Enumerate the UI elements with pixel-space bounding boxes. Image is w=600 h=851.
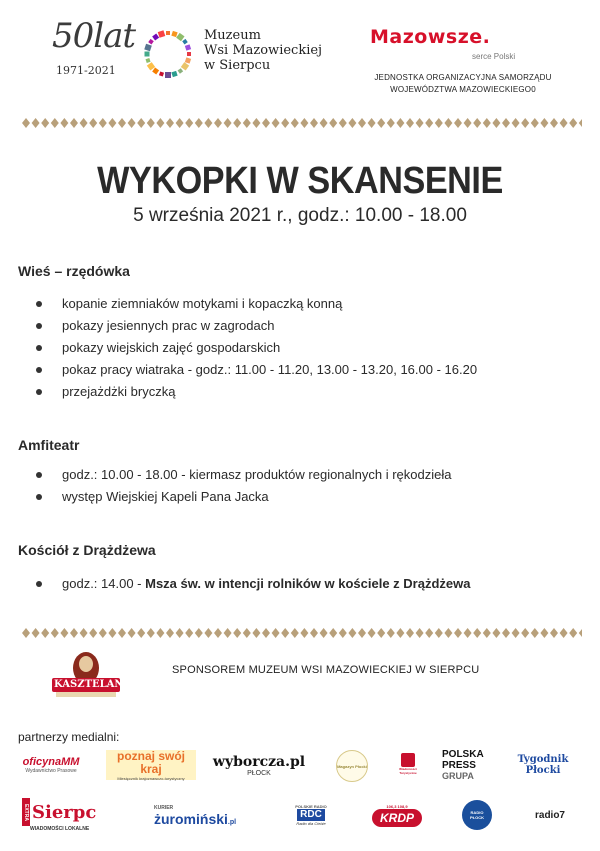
- mazowsze-logo-text: Mazowsze.: [370, 26, 491, 48]
- partner-logo-magazyn[interactable]: [336, 750, 368, 782]
- partner-logo-radio7[interactable]: [528, 800, 572, 830]
- divider-diamond: [492, 118, 500, 128]
- divider-diamond: [396, 628, 404, 638]
- polska-press-name: POLSKA PRESS: [442, 749, 484, 771]
- divider-diamond: [80, 628, 88, 638]
- divider-diamond: [195, 118, 203, 128]
- list-item: kopanie ziemniaków motykami i kopaczką konną: [36, 293, 477, 315]
- divider-diamond: [291, 628, 299, 638]
- divider-diamond: [118, 628, 126, 638]
- ring-square: [185, 44, 191, 50]
- amphitheatre-list: [36, 464, 452, 508]
- section-heading-amphitheatre: Amfiteatr: [18, 437, 80, 453]
- ring-square: [152, 67, 159, 74]
- divider-diamond: [108, 118, 116, 128]
- divider-diamond: [454, 118, 462, 128]
- wt-flag-icon: [401, 753, 415, 767]
- kasztelan-logo: [50, 648, 122, 700]
- divider-diamond: [176, 118, 184, 128]
- divider-diamond: [147, 118, 155, 128]
- divider-diamond: [425, 628, 433, 638]
- list-item: [36, 573, 470, 595]
- divider-diamond: [118, 118, 126, 128]
- divider-diamond: [310, 118, 318, 128]
- divider-diamond: [89, 628, 97, 638]
- mazowsze-tagline: serce Polski: [472, 52, 516, 61]
- anniversary-years: 1971-2021: [56, 64, 116, 77]
- divider-diamond: [416, 628, 424, 638]
- divider-diamond: [339, 628, 347, 638]
- divider-diamond: [300, 628, 308, 638]
- oficyna-name: oficynaMM: [22, 756, 80, 768]
- krdp-sub: 106,3 108,9: [386, 803, 408, 809]
- divider-diamond: [550, 628, 558, 638]
- divider-diamond: [435, 628, 443, 638]
- wyborcza-name: wyborcza.pl: [212, 753, 306, 770]
- radio-plock-name: RADIO PŁOCK: [470, 810, 484, 820]
- ring-square: [159, 71, 164, 76]
- ring-square: [152, 34, 159, 41]
- divider-diamond: [166, 628, 174, 638]
- partner-logo-extra-sierpc[interactable]: [22, 800, 120, 833]
- divider-diamond: [550, 118, 558, 128]
- org-unit-text: [355, 72, 571, 96]
- divider-diamond: [214, 628, 222, 638]
- divider-diamond: [128, 118, 136, 128]
- divider-diamond: [243, 628, 251, 638]
- section-heading-village: Wieś – rzędówka: [18, 263, 130, 279]
- divider-diamond: [444, 628, 452, 638]
- zurominski-sub: .pl: [227, 819, 237, 826]
- partner-logo-poznaj-swoj-kraj[interactable]: [106, 750, 196, 780]
- divider-diamond: [502, 118, 510, 128]
- divider-diamond: [329, 118, 337, 128]
- divider-diamond: [473, 118, 481, 128]
- village-activities-list: [36, 293, 477, 403]
- mass-time: godz.: 14.00 -: [62, 576, 146, 591]
- ring-square: [176, 33, 184, 41]
- divider-diamond: [60, 118, 68, 128]
- wt-name: Wiadomości Turystyczne: [399, 767, 417, 775]
- divider-diamond: [262, 628, 270, 638]
- divider-diamond: [579, 118, 582, 128]
- divider-diamond: [137, 118, 145, 128]
- partner-logo-kurier-zurominski[interactable]: [154, 804, 258, 828]
- mass-description: Msza św. w intencji rolników w kościele z Drążdżewa: [145, 576, 471, 591]
- org-line-1: JEDNOSTKA ORGANIZACYJNA SAMORZĄDU: [374, 73, 552, 82]
- poznaj-name: poznaj swój kraj: [116, 748, 185, 776]
- colorful-ring-icon: [140, 26, 196, 82]
- list-item: przejażdżki bryczką: [36, 381, 477, 403]
- polska-press-sub: GRUPA: [442, 771, 474, 781]
- rdc-tag: POLSKIE RADIO: [295, 804, 327, 809]
- divider-diamond: [329, 628, 337, 638]
- divider-diamond: [387, 628, 395, 638]
- divider-diamond: [272, 118, 280, 128]
- divider-diamond: [156, 118, 164, 128]
- church-list: [36, 573, 470, 595]
- divider-diamond: [41, 118, 49, 128]
- divider-diamond: [579, 628, 582, 638]
- divider-diamond: [128, 628, 136, 638]
- divider-diamond: [204, 628, 212, 638]
- partner-logo-tygodnik-plocki[interactable]: Tygodnik Płocki: [517, 754, 569, 776]
- rdc-name: RDC: [297, 809, 325, 821]
- ring-square: [181, 62, 189, 70]
- divider-diamond: [425, 118, 433, 128]
- ring-square: [171, 71, 177, 77]
- divider-diamond: [569, 118, 577, 128]
- divider-diamond: [492, 628, 500, 638]
- divider-diamond: [233, 628, 241, 638]
- partner-logo-oficyna[interactable]: [20, 750, 82, 780]
- divider-diamond: [521, 118, 529, 128]
- divider-diamond: [51, 118, 59, 128]
- divider-diamond: [32, 118, 40, 128]
- divider-diamond: [569, 628, 577, 638]
- ring-square: [144, 44, 152, 52]
- divider-diamond: [406, 118, 414, 128]
- oficyna-sub: Wydawnictwo Prasowe: [25, 768, 77, 774]
- divider-diamond: [512, 118, 520, 128]
- museum-name: [204, 28, 322, 73]
- event-title: WYKOPKI W SKANSENIE: [97, 160, 503, 202]
- divider-diamond: [348, 118, 356, 128]
- divider-diamond: [99, 628, 107, 638]
- divider-diamond: [358, 628, 366, 638]
- org-line-2: WOJEWÓDZTWA MAZOWIECKIEGO0: [390, 85, 536, 94]
- divider-diamond: [291, 118, 299, 128]
- divider-diamond: [540, 628, 548, 638]
- divider-diamond: [262, 118, 270, 128]
- divider-diamond: [108, 628, 116, 638]
- museum-name-line-2: Wsi Mazowieckiej: [204, 43, 323, 58]
- radio7-name: radio7: [534, 809, 565, 821]
- ring-square: [158, 30, 166, 38]
- divider-diamond: [281, 628, 289, 638]
- divider-diamond: [51, 628, 59, 638]
- divider-diamond: [195, 628, 203, 638]
- divider-diamond: [185, 118, 193, 128]
- divider-diamond: [22, 628, 30, 638]
- museum-anniversary-logo: [52, 16, 372, 90]
- sierpc-sub: WIADOMOŚCI LOKALNE: [30, 826, 90, 833]
- divider-diamond: [147, 628, 155, 638]
- divider-diamond: [560, 118, 568, 128]
- extra-tag: EXTRA: [22, 798, 30, 827]
- divider-diamond: [252, 118, 260, 128]
- zurominski-name: żuromiński: [154, 811, 228, 827]
- museum-name-line-3: w Sierpcu: [204, 58, 271, 73]
- sierpc-name: Sierpc: [32, 801, 97, 823]
- divider-diamond: [531, 628, 539, 638]
- divider-diamond: [22, 118, 30, 128]
- divider-diamond: [281, 118, 289, 128]
- kasztelan-logo-text: KASZTELAN: [54, 679, 124, 690]
- divider-diamond: [89, 118, 97, 128]
- divider-diamond: [406, 628, 414, 638]
- wyborcza-sub: PŁOCK: [247, 769, 271, 777]
- sierpc-row: [22, 798, 96, 827]
- divider-diamond: [473, 628, 481, 638]
- partner-logo-wyborcza[interactable]: [210, 748, 308, 782]
- divider-diamond: [339, 118, 347, 128]
- divider-diamond: [521, 628, 529, 638]
- divider-diamond: [243, 118, 251, 128]
- divider-diamond: [233, 118, 241, 128]
- divider-diamond: [310, 628, 318, 638]
- museum-name-line-1: Muzeum: [204, 28, 261, 43]
- ring-square: [187, 52, 191, 56]
- divider-diamond: [99, 118, 107, 128]
- sponsor-text: SPONSOREM MUZEUM WSI MAZOWIECKIEJ W SIERPCU: [172, 664, 480, 676]
- list-item: występ Wiejskiej Kapeli Pana Jacka: [36, 486, 452, 508]
- divider-diamond: [377, 628, 385, 638]
- ring-square: [166, 31, 170, 35]
- divider-diamond: [512, 628, 520, 638]
- divider-diamond: [252, 628, 260, 638]
- list-item: pokazy jesiennych prac w zagrodach: [36, 315, 477, 337]
- divider-diamond: [204, 118, 212, 128]
- divider-diamond: [80, 118, 88, 128]
- kasztelan-emblem-icon: [50, 648, 122, 700]
- partner-logo-wiadomosci-turystyczne[interactable]: [394, 748, 422, 780]
- media-partners-label: partnerzy medialni:: [18, 730, 120, 744]
- divider-diamond: [464, 118, 472, 128]
- top-diamond-divider: [18, 116, 582, 130]
- divider-diamond: [368, 118, 376, 128]
- partner-logo-rdc[interactable]: [290, 798, 332, 832]
- divider-diamond: [502, 628, 510, 638]
- divider-diamond: [224, 628, 232, 638]
- rdc-sub: Radio dla Ciebie: [296, 821, 326, 826]
- divider-diamond: [214, 118, 222, 128]
- ring-square: [148, 39, 154, 45]
- event-date: 5 września 2021 r., godz.: 10.00 - 18.00: [133, 205, 467, 226]
- poznaj-sub: Miesięcznik krajoznawczo-turystyczny: [117, 775, 185, 781]
- divider-diamond: [70, 118, 78, 128]
- divider-diamond: [416, 118, 424, 128]
- divider-diamond: [185, 628, 193, 638]
- divider-diamond: [320, 628, 328, 638]
- divider-diamond: [358, 118, 366, 128]
- ring-square: [178, 68, 184, 74]
- kurier-tag: KURIER: [154, 805, 174, 811]
- divider-diamond: [348, 628, 356, 638]
- divider-diamond: [464, 628, 472, 638]
- partner-logo-polska-press[interactable]: [442, 750, 494, 780]
- divider-diamond: [444, 118, 452, 128]
- list-item: pokaz pracy wiatraka - godz.: 11.00 - 11.20, 13.00 - 13.20, 16.00 - 16.20: [36, 359, 477, 381]
- ring-square: [185, 57, 191, 63]
- divider-diamond: [483, 118, 491, 128]
- ring-square: [171, 31, 177, 37]
- list-item: pokazy wiejskich zajęć gospodarskich: [36, 337, 477, 359]
- divider-diamond: [137, 628, 145, 638]
- divider-diamond: [368, 628, 376, 638]
- divider-diamond: [166, 118, 174, 128]
- divider-diamond: [454, 628, 462, 638]
- divider-diamond: [176, 628, 184, 638]
- divider-diamond: [483, 628, 491, 638]
- ring-square: [182, 39, 188, 45]
- ring-square: [145, 52, 150, 57]
- partner-logo-radio-plock[interactable]: [462, 800, 492, 830]
- ring-square: [146, 58, 151, 63]
- krdp-name: KRDP: [372, 809, 422, 827]
- divider-diamond: [70, 628, 78, 638]
- bottom-diamond-divider: [18, 626, 582, 640]
- divider-diamond: [272, 628, 280, 638]
- ring-square: [165, 72, 171, 78]
- divider-diamond: [32, 628, 40, 638]
- section-heading-church: Kościół z Drążdżewa: [18, 542, 156, 558]
- divider-diamond: [156, 628, 164, 638]
- divider-diamond: [560, 628, 568, 638]
- divider-diamond: [531, 118, 539, 128]
- divider-diamond: [320, 118, 328, 128]
- anniversary-text: 50lat: [52, 16, 136, 56]
- list-item: godz.: 10.00 - 18.00 - kiermasz produktów regionalnych i rękodzieła: [36, 464, 452, 486]
- magazyn-name: Magazyn Płocki: [337, 763, 367, 769]
- divider-diamond: [387, 118, 395, 128]
- divider-diamond: [224, 118, 232, 128]
- divider-diamond: [300, 118, 308, 128]
- divider-diamond: [60, 628, 68, 638]
- divider-diamond: [377, 118, 385, 128]
- divider-diamond: [396, 118, 404, 128]
- divider-diamond: [435, 118, 443, 128]
- zurominski-row: [154, 811, 236, 827]
- divider-diamond: [41, 628, 49, 638]
- partner-logo-krdp[interactable]: [366, 800, 428, 830]
- divider-diamond: [540, 118, 548, 128]
